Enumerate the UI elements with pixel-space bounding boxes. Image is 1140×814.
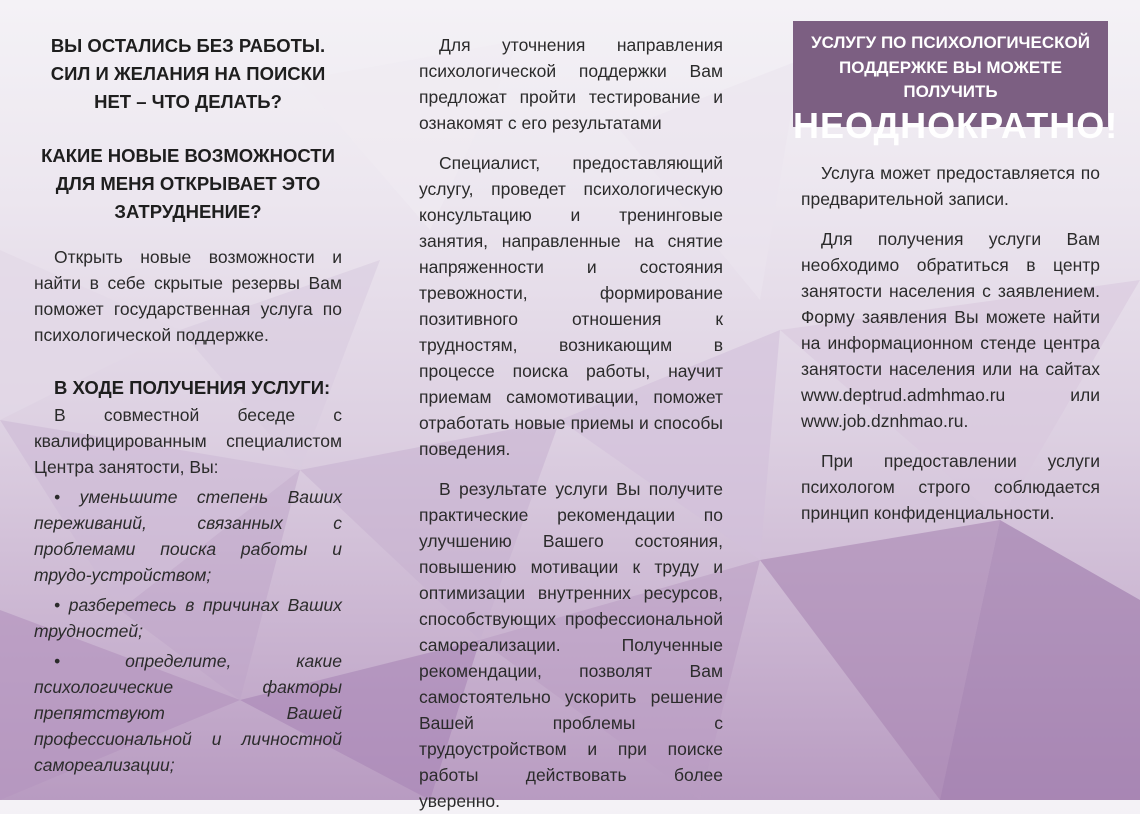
heading-new-opportunities: КАКИЕ НОВЫЕ ВОЗМОЖНОСТИ ДЛЯ МЕНЯ ОТКРЫВАЕТ ЭТО ЗАТРУДНЕНИЕ? xyxy=(41,145,335,222)
heading-during-service: В ХОДЕ ПОЛУЧЕНИЯ УСЛУГИ: xyxy=(54,377,331,398)
application-paragraph: Для получения услуги Вам необходимо обратиться в центр занятости населения с заявлением. Форму заявления Вы можете найти на информационном стенде центра занятости населения или на сайтах www.deptrud.admhmao.ru или www.job.dznhmao.ru. xyxy=(801,229,1100,431)
list-item: • уменьшите степень Ваших переживаний, связанных с проблемами поиска работы и трудо-устройством; xyxy=(34,487,342,585)
left-column xyxy=(34,0,342,778)
benefit-list xyxy=(34,484,342,778)
list-item: • определите, какие психологические факторы препятствуют Вашей профессиональной и личностной самореализации; xyxy=(34,651,342,775)
banner-line-1: УСЛУГУ ПО ПСИХОЛОГИЧЕСКОЙ xyxy=(811,33,1090,52)
testing-paragraph: Для уточнения направления психологической поддержки Вам предложат пройти тестирование и ознакомят с его результатами xyxy=(419,35,723,133)
intro-paragraph: Открыть новые возможности и найти в себе скрытые резервы Вам поможет государственная услуга по психологической поддержке. xyxy=(34,247,342,345)
confidentiality-paragraph: При предоставлении услуги психологом строго соблюдается принцип конфиденциальности. xyxy=(801,451,1100,523)
appointment-paragraph: Услуга может предоставляется по предварительной записи. xyxy=(801,163,1100,209)
specialist-paragraph: Специалист, предоставляющий услугу, проведет психологическую консультацию и тренинговые занятия, направленные на снятие напряженности и состояния тревожности, формирование позитивного отношения к трудностям, возникающим в процессе поиска работы, научит приемам самомотивации, поможет отработать новые приемы и способы поведения. xyxy=(419,153,723,459)
heading-lost-job: ВЫ ОСТАЛИСЬ БЕЗ РАБОТЫ. СИЛ И ЖЕЛАНИЯ НА ПОИСКИ НЕТ – ЧТО ДЕЛАТЬ? xyxy=(50,35,326,112)
right-column xyxy=(801,0,1100,526)
lead-paragraph: В совместной беседе с квалифицированным специалистом Центра занятости, Вы: xyxy=(34,405,342,477)
middle-column xyxy=(419,32,723,814)
banner-line-3: НЕОДНОКРАТНО! xyxy=(793,105,1119,146)
result-paragraph: В результате услуги Вы получите практические рекомендации по улучшению Вашего состояния, повышению мотивации к труду и оптимизации внутренних ресурсов, способствующих профессиональной самореализации. Полученные рекомендации, позволят Вам самостоятельно ускорить решение Вашей проблемы с трудоустройством и при поиске работы действовать более уверенно. xyxy=(419,479,723,811)
banner-line-2: ПОДДЕРЖКЕ ВЫ МОЖЕТЕ ПОЛУЧИТЬ xyxy=(839,58,1062,101)
list-item: • разберетесь в причинах Ваших трудностей; xyxy=(34,595,342,641)
